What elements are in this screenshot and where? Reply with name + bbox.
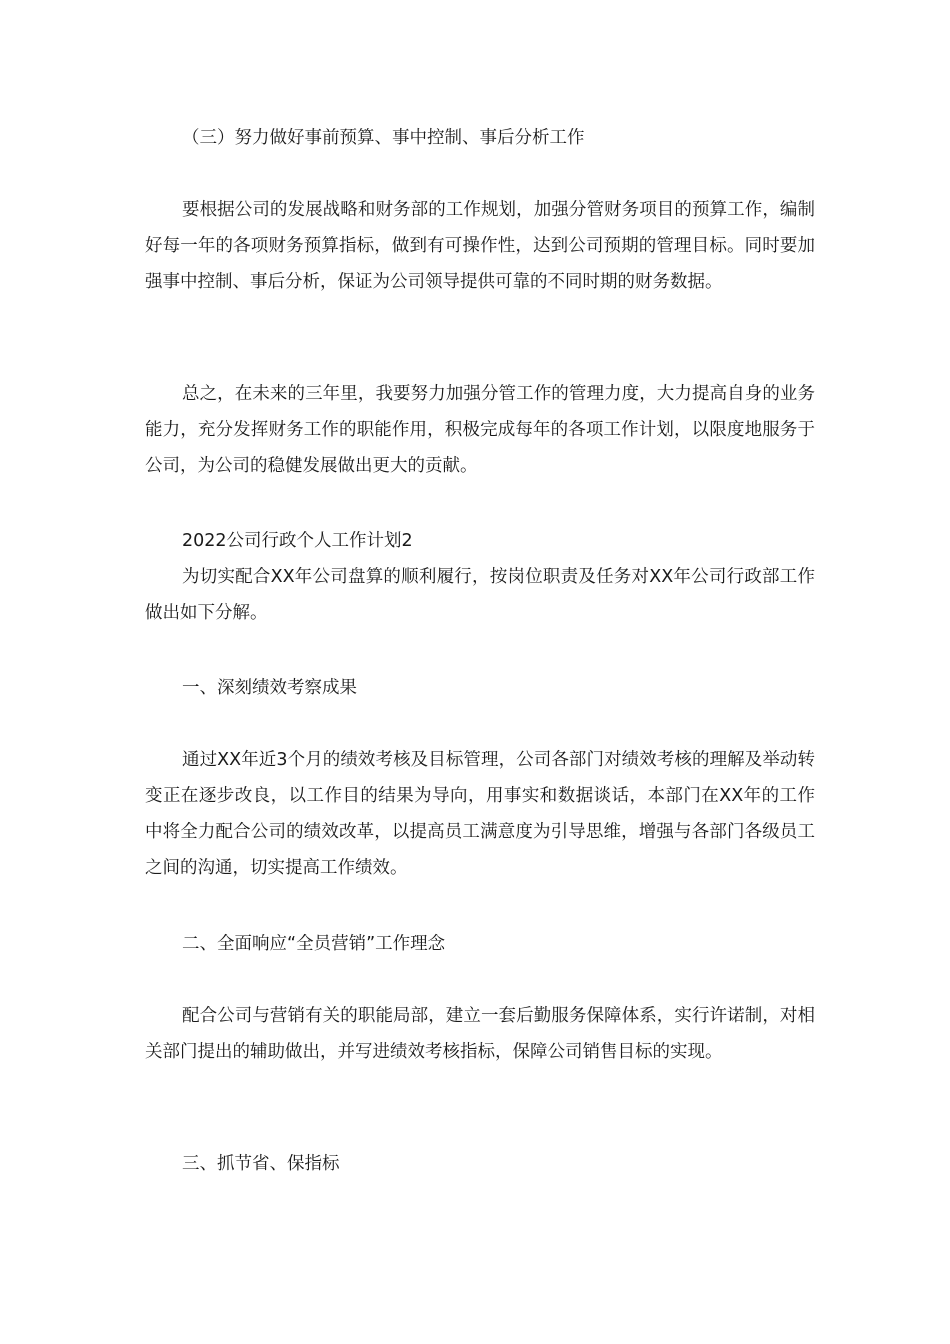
section-heading-3: 三、抓节省、保指标 xyxy=(182,1154,340,1174)
document-title: 2022公司行政个人工作计划2 xyxy=(182,531,413,551)
section-heading-2: 二、全面响应“全员营销”工作理念 xyxy=(182,934,446,954)
paragraph-performance: 通过XX年近3个月的绩效考核及目标管理，公司各部门对绩效考核的理解及举动转变正在逐步改良，以工作目的结果为导向，用事实和数据谈话，本部门在XX年的工作中将全力配合公司的绩效改革，以提高员工满意度为引导思维，增强与各部门各级员工之间的沟通，切实提高工作绩效。 xyxy=(145,750,815,878)
paragraph-budget-body: 要根据公司的发展战略和财务部的工作规划，加强分管财务项目的预算工作，编制好每一年的各项财务预算指标，做到有可操作性，达到公司预期的管理目标。同时要加强事中控制、事后分析，保证为公司领导提供可靠的不同时期的财务数据。 xyxy=(145,200,815,292)
paragraph-marketing: 配合公司与营销有关的职能局部，建立一套后勤服务保障体系，实行许诺制，对相关部门提出的辅助做出，并写进绩效考核指标，保障公司销售目标的实现。 xyxy=(145,1006,815,1062)
section-heading-1: 一、深刻绩效考察成果 xyxy=(182,678,357,698)
paragraph-summary: 总之，在未来的三年里，我要努力加强分管工作的管理力度，大力提高自身的业务能力，充分发挥财务工作的职能作用，积极完成每年的各项工作计划，以限度地服务于公司，为公司的稳健发展做出更大的贡献。 xyxy=(145,384,815,476)
paragraph-intro: 为切实配合XX年公司盘算的顺利履行，按岗位职责及任务对XX年公司行政部工作做出如下分解。 xyxy=(145,567,815,623)
section-heading-budget: （三）努力做好事前预算、事中控制、事后分析工作 xyxy=(182,128,585,148)
